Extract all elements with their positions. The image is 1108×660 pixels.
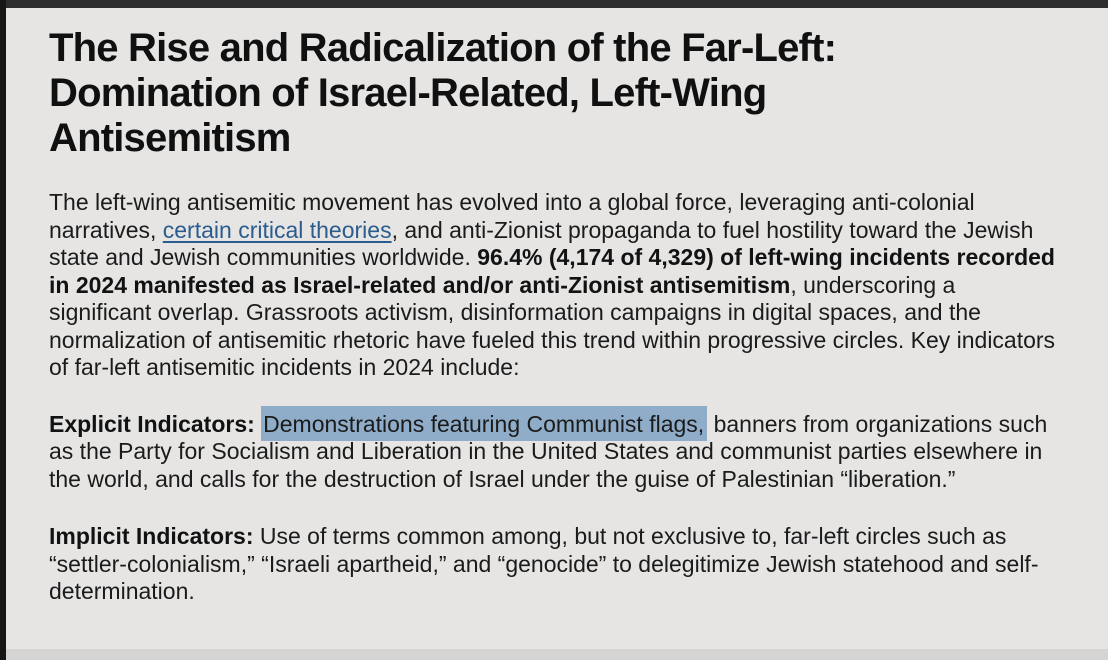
intro-text-2: , and anti-Zionist propaganda to fuel hostility toward the Jewish state and Jewish communities worldwide. [49,216,1034,270]
implicit-indicators-text: Use of terms common among, but not exclusive to, far-left circles such as “settler-colonialism,” “Israeli apartheid,” and “genocide” to delegitimize Jewish statehood and self-determination. [49,523,1039,604]
intro-bold-statistic: 96.4% (4,174 of 4,329) of left-wing incidents recorded in 2024 manifested as Israel-related and/or anti-Zionist antisemitism [49,244,1055,298]
explicit-indicators-paragraph [49,411,1061,494]
explicit-indicators-text: banners from organizations such as the Party for Socialism and Liberation in the United States and communist parties elsewhere in the world, and calls for the destruction of Israel under the guise of Palestinian “liberation.” [49,410,1048,492]
implicit-indicators-paragraph [49,523,1061,606]
page-title-line-1: The Rise and Radicalization of the Far-Left: [49,26,837,70]
top-edge-bar [0,0,1108,8]
intro-paragraph [49,189,1061,382]
intro-text-1: The left-wing antisemitic movement has evolved into a global force, leveraging anti-colonial narratives, [49,189,975,243]
left-edge-bar [0,0,6,660]
implicit-indicators-label: Implicit Indicators: [49,523,260,549]
explicit-indicators-label: Explicit Indicators: [49,410,262,437]
intro-text-3: , underscoring a significant overlap. Grassroots activism, disinformation campaigns in digital spaces, and the normalization of antisemitic rhetoric have fueled this trend within progressive circles. Key indicators of far-left antisemitic incidents in 2024 include: [49,271,1056,380]
bottom-edge-shade [6,649,1108,660]
page-title [49,26,1014,161]
article-content [49,16,1061,606]
page-title-line-3: Antisemitism [49,116,291,160]
critical-theories-link[interactable]: certain critical theories [162,216,392,243]
page-title-line-2: Domination of Israel-Related, Left-Wing [49,71,767,115]
highlighted-selection-text: Demonstrations featuring Communist flags, [261,406,707,441]
